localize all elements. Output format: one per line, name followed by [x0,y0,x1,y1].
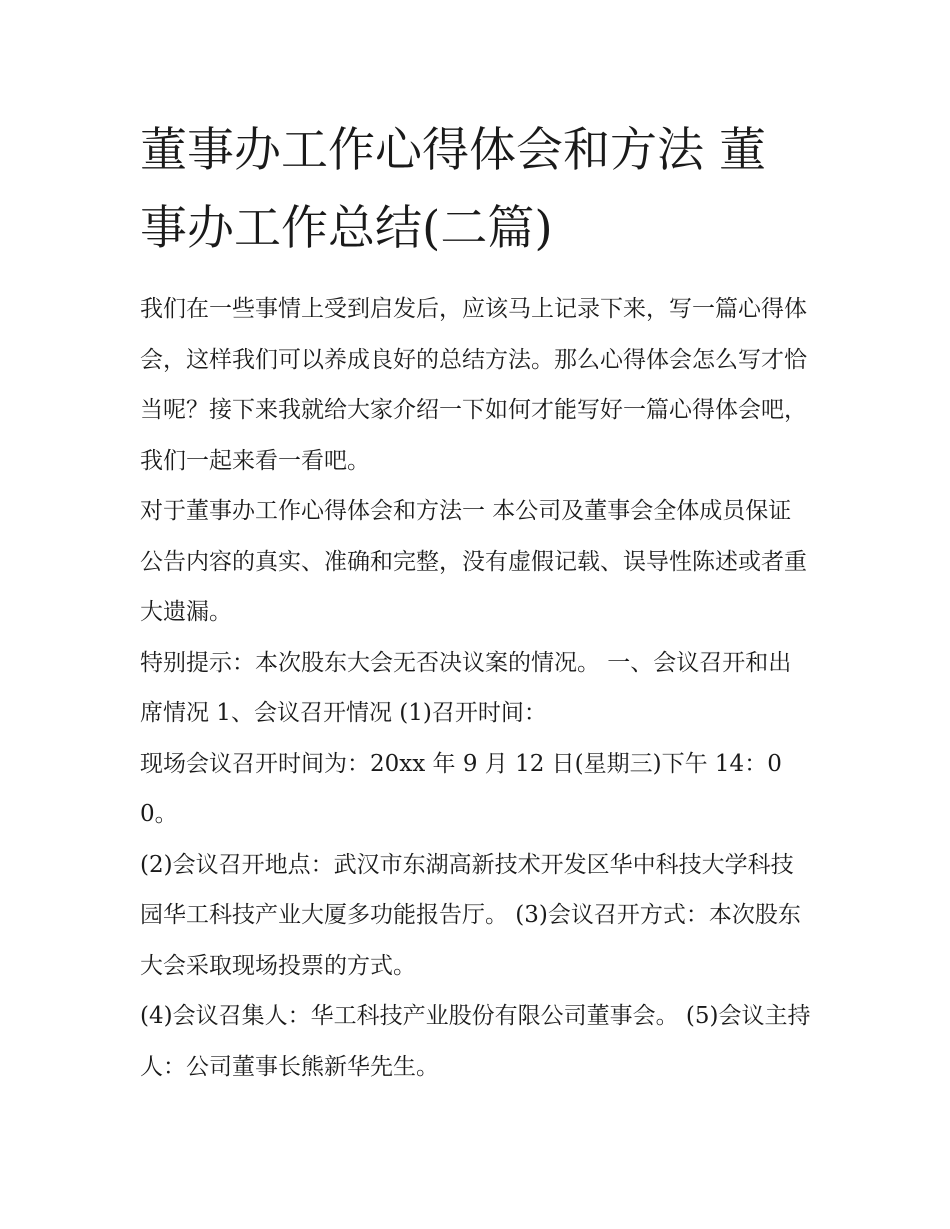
document-title: 董事办工作心得体会和方法 董事办工作总结(二篇) [140,123,766,256]
paragraph-meeting-time: 现场会议召开时间为：20xx 年 9 月 12 日(星期三)下午 14：00。 [140,750,782,827]
paragraph-meeting-convener: (4)会议召集人：华工科技产业股份有限公司董事会。 (5)会议主持人：公司董事长熊新华先生。 [140,1003,811,1080]
paragraph-special-notice: 特别提示：本次股东大会无否决议案的情况。 一、会议召开和出席情况 1、会议召开情况 (1)召开时间： [140,649,792,726]
paragraph-intro: 我们在一些事情上受到启发后，应该马上记录下来，写一篇心得体会，这样我们可以养成良好的总结方法。那么心得体会怎么写才恰当呢？接下来我就给大家介绍一下如何才能写好一篇心得体会吧，我们一起来看一看吧。 [140,296,807,474]
document-body [140,112,812,1092]
paragraph-method-one: 对于董事办工作心得体会和方法一 本公司及董事会全体成员保证公告内容的真实、准确和完整，没有虚假记载、误导性陈述或者重大遗漏。 [140,498,807,625]
paragraph-meeting-location: (2)会议召开地点：武汉市东湖高新技术开发区华中科技大学科技园华工科技产业大厦多功能报告厅。 (3)会议召开方式：本次股东大会采取现场投票的方式。 [140,851,801,979]
